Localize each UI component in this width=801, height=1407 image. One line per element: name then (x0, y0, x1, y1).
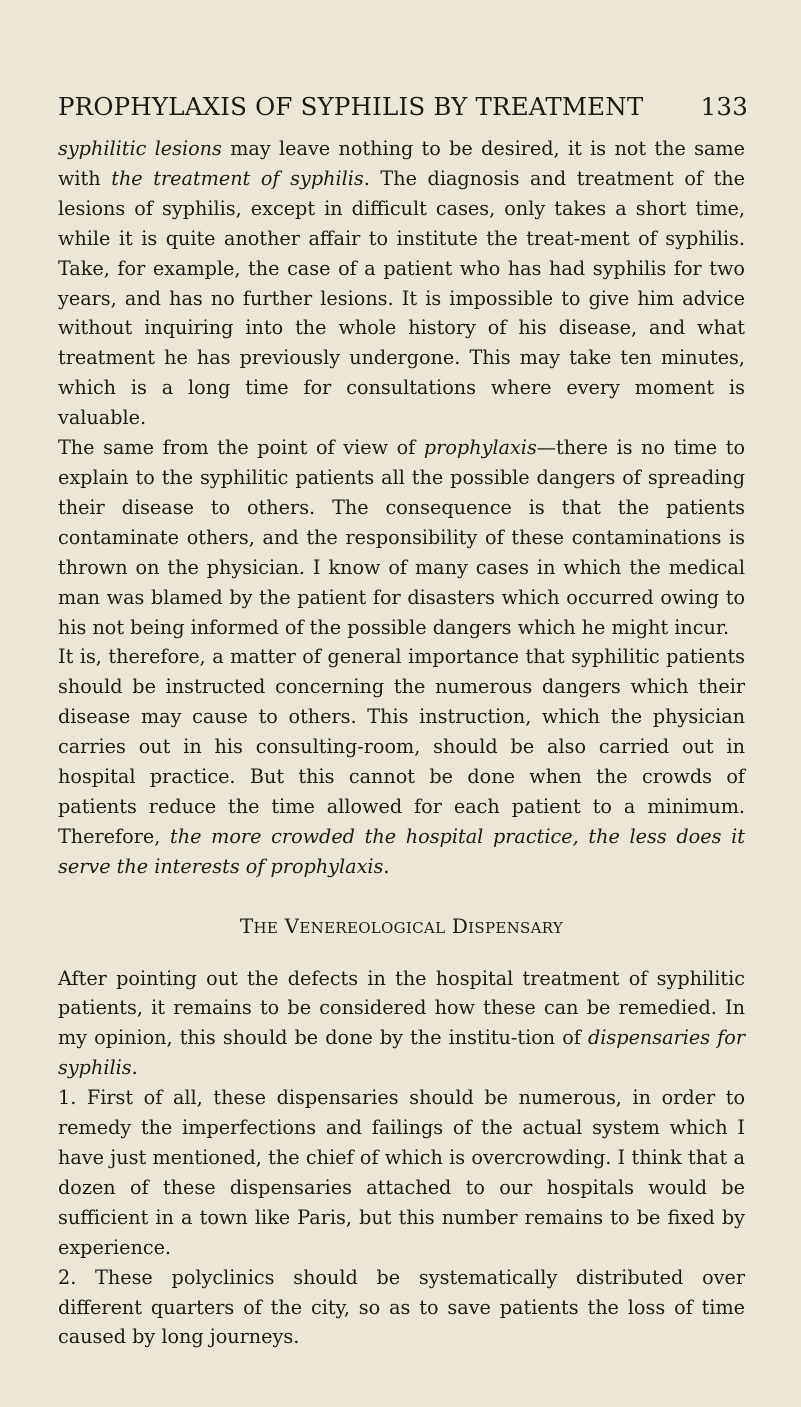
text-run: . (131, 1056, 138, 1080)
paragraph-4 (58, 964, 745, 1084)
running-title: PROPHYLAXIS OF SYPHILIS BY TREATMENT (58, 92, 644, 121)
italic-phrase: the more crowded the hospital practice, the less does it serve the interests of prophylaxis (58, 824, 745, 878)
section-heading (58, 912, 745, 944)
text-run: After pointing out the defects in the hospital treatment of syphilitic patients, it remains to be considered how these can be remedied. In my opinion, this should be done by the institu-tion of (58, 966, 745, 1050)
italic-phrase: prophylaxis (423, 436, 537, 460)
italic-phrase: dispensaries for syphilis (58, 1026, 746, 1080)
text-run: may leave nothing to be desired, it is not the same with (58, 137, 745, 190)
page-number: 133 (700, 92, 748, 121)
text-run: . The diagnosis and treatment of the lesions of syphilis, except in difficult cases, only takes a short time, while it is quite another affair to institute the treat-ment of syphilis. Take, for example, the case of a patient who has had syphilis for two years, and has no further lesions. It is impossible to give him advice without inquiring into the whole history of his disease, and what treatment he has previously undergone. This may take ten minutes, which is a long time for consultations where every moment is valuable. (58, 166, 745, 430)
running-header (58, 92, 748, 122)
paragraph-6: 2. These polyclinics should be systematically distributed over different quarters of the city, so as to save patients the loss of time caused by long journeys. (58, 1265, 745, 1349)
italic-phrase: syphilitic lesions (58, 137, 222, 160)
paragraph-2 (58, 433, 745, 642)
text-run: —there is no time to explain to the syphilitic patients all the possible dangers of spreading their disease to others. The consequence is that the patients contaminate others, and the responsibility of these contaminations is thrown on the physician. I know of many cases in which the medical man was blamed by the patient for disasters which occurred owing to his not being informed of the possible dangers which he might incur. (58, 436, 745, 639)
section-heading-text: THE VENEREOLOGICAL DISPENSARY (239, 913, 564, 938)
text-run: . (383, 854, 390, 878)
paragraph-5: 1. First of all, these dispensaries should be numerous, in order to remedy the imperfections and failings of the actual system which I have just mentioned, the chief of which is overcrowding. I think that a dozen of these dispensaries attached to our hospitals would be sufficient in a town like Paris, but this number remains to be fixed by experience. (58, 1086, 745, 1259)
text-run: The same from the point of view of (58, 436, 424, 460)
paragraph-1 (58, 134, 745, 433)
italic-phrase: the treatment of syphilis (111, 166, 364, 190)
paragraph-3 (58, 642, 745, 881)
page-body (58, 134, 745, 1352)
text-run: It is, therefore, a matter of general importance that syphilitic patients should be instructed concerning the numerous dangers which their disease may cause to others. This instruction, which the physician carries out in his consulting-room, should be also carried out in hospital practice. But this cannot be done when the crowds of patients reduce the time allowed for each patient to a minimum. Therefore, (58, 645, 745, 848)
